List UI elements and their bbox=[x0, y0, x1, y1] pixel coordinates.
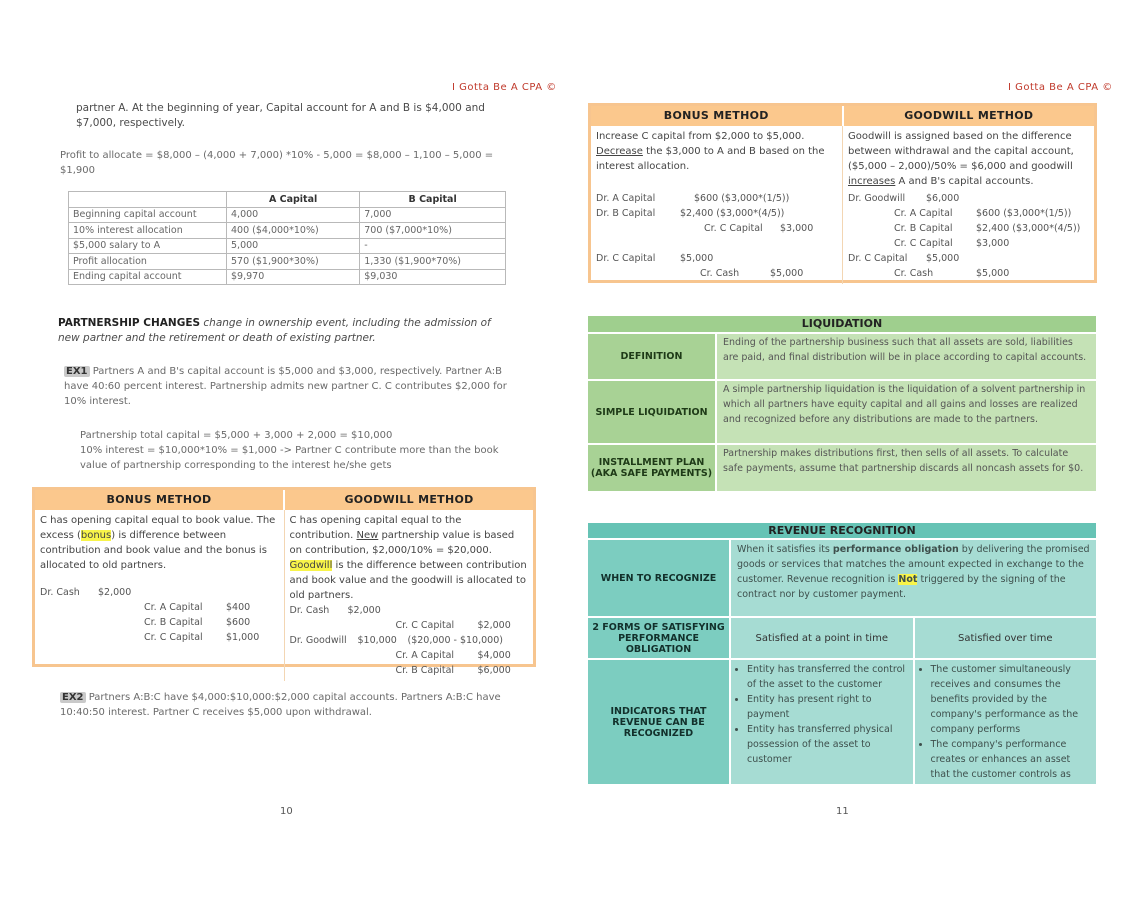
table-row bbox=[69, 254, 506, 270]
journal-line bbox=[290, 648, 529, 663]
example-badge: EX2 bbox=[62, 692, 84, 703]
journal-account: Cr. A Capital bbox=[395, 650, 455, 661]
brand-right: I Gotta Be A CPA © bbox=[1008, 82, 1113, 93]
section-title: PARTNERSHIP CHANGES bbox=[58, 317, 201, 329]
journal-amount: $400 bbox=[226, 602, 251, 613]
list-item: • The customer simultaneously receives and consumes the benefits provided by the company's performance as the company performs bbox=[931, 662, 1091, 737]
row-label: DEFINITION bbox=[588, 334, 715, 379]
row-text bbox=[731, 540, 1096, 616]
journal-line bbox=[290, 618, 529, 633]
journal-amount: $3,000 bbox=[780, 223, 814, 234]
goodwill-text: A and B's capital accounts. bbox=[895, 176, 1034, 187]
over-time-list bbox=[915, 660, 1097, 784]
table-row bbox=[69, 269, 506, 285]
page-number: 11 bbox=[836, 806, 849, 817]
journal-line bbox=[596, 251, 837, 266]
table-header-row bbox=[69, 192, 506, 208]
goodwill-underline: New bbox=[356, 530, 379, 541]
table-cell: Ending capital account bbox=[69, 269, 227, 285]
journal-amount: $600 bbox=[226, 617, 251, 628]
journal-line bbox=[290, 603, 529, 618]
journal-account: Cr. Cash bbox=[894, 268, 934, 279]
table-cell: 700 ($7,000*10%) bbox=[360, 223, 506, 239]
goodwill-text: Goodwill is assigned based on the difference between withdrawal and the capital account, ($5,000 – 2,000)/50% = $6,000 and goodwill bbox=[848, 131, 1074, 172]
journal-amount: $5,000 bbox=[770, 268, 804, 279]
journal-account: Dr. Cash bbox=[289, 605, 330, 616]
bonus-text: Increase C capital from $2,000 to $5,000. bbox=[596, 131, 805, 142]
journal-account: Cr. A Capital bbox=[144, 602, 203, 613]
goodwill-text: C has opening capital equal to the contribution. bbox=[289, 515, 462, 541]
when-text: triggered by the signing of the contract nor by customer payment. bbox=[737, 574, 1066, 600]
point-in-time-heading: Satisfied at a point in time bbox=[731, 618, 913, 658]
page-number: 10 bbox=[280, 806, 293, 817]
row-text: A simple partnership liquidation is the liquidation of a solvent partnership in which all partners have equity capital and all gains and losses are realized and recognized before any distributions are made to the partners. bbox=[717, 381, 1096, 443]
row-text: Partnership makes distributions first, then sells of all assets. To calculate safe payments, assume that partnership discards all noncash assets for $0. bbox=[717, 445, 1096, 491]
when-highlight: Not bbox=[898, 574, 918, 585]
journal-line bbox=[596, 221, 837, 236]
journal-line bbox=[40, 615, 279, 630]
journal-account: Cr. B Capital bbox=[144, 617, 203, 628]
point-in-time-list bbox=[731, 660, 913, 784]
list-item: • Entity has present right to payment bbox=[747, 692, 907, 722]
table-cell: $5,000 salary to A bbox=[69, 238, 227, 254]
journal-amount: $6,000 bbox=[477, 665, 511, 676]
table-cell: Profit allocation bbox=[69, 254, 227, 270]
row-text: Ending of the partnership business such that all assets are sold, liabilities are paid, and final distribution will be in place according to capital accounts. bbox=[717, 334, 1096, 379]
goodwill-method-heading: GOODWILL METHOD bbox=[842, 106, 1095, 126]
table-cell: 1,330 ($1,900*70%) bbox=[360, 254, 506, 270]
row-label: SIMPLE LIQUIDATION bbox=[588, 381, 715, 443]
goodwill-journal bbox=[290, 603, 529, 678]
table-cell: 5,000 bbox=[227, 238, 360, 254]
method-header bbox=[35, 490, 533, 510]
journal-line bbox=[848, 266, 1089, 281]
journal-account: Cr. C Capital bbox=[704, 223, 763, 234]
bonus-text: the $3,000 to A and B based on the interest allocation. bbox=[596, 146, 825, 172]
journal-account: Cr. B Capital bbox=[395, 665, 455, 676]
bonus-description bbox=[40, 513, 279, 573]
table-cell: 10% interest allocation bbox=[69, 223, 227, 239]
bonus-method-heading: BONUS METHOD bbox=[106, 493, 212, 506]
goodwill-column bbox=[284, 510, 534, 681]
journal-line bbox=[596, 206, 837, 221]
table-row bbox=[69, 207, 506, 223]
journal-note: ($20,000 - $10,000) bbox=[407, 635, 503, 646]
journal-account: Cr. Cash bbox=[700, 268, 740, 279]
journal-line bbox=[290, 633, 529, 648]
section-description: change in ownership event, including the admission of new partner and the retirement or death of existing partner. bbox=[58, 317, 491, 344]
table-cell: 570 ($1,900*30%) bbox=[227, 254, 360, 270]
row-label: INSTALLMENT PLAN (AKA SAFE PAYMENTS) bbox=[588, 445, 715, 491]
table-cell: 400 ($4,000*10%) bbox=[227, 223, 360, 239]
bonus-description bbox=[596, 129, 837, 191]
goodwill-underline: increases bbox=[848, 176, 896, 187]
journal-account: Cr. C Capital bbox=[395, 620, 455, 631]
table-cell: $9,970 bbox=[227, 269, 360, 285]
journal-line bbox=[848, 236, 1089, 251]
bonus-journal bbox=[40, 585, 279, 645]
table-header: B Capital bbox=[360, 192, 506, 208]
journal-amount: $2,000 bbox=[98, 587, 132, 598]
when-text: Revenue recognition is bbox=[786, 574, 899, 585]
journal-amount: $6,000 bbox=[926, 193, 960, 204]
journal-amount: $5,000 bbox=[680, 253, 714, 264]
partnership-changes bbox=[58, 316, 508, 346]
journal-line bbox=[848, 251, 1089, 266]
goodwill-text: is the difference between contribution and book value and the goodwill is allocated to old partners. bbox=[289, 560, 527, 601]
list-item: • Entity has transferred the control of the asset to the customer bbox=[747, 662, 907, 692]
bonus-method-heading: BONUS METHOD bbox=[663, 109, 769, 122]
example-2 bbox=[60, 690, 510, 720]
journal-account: Dr. A Capital bbox=[596, 193, 656, 204]
journal-account: Dr. Goodwill bbox=[289, 635, 347, 646]
capital-table bbox=[68, 191, 506, 285]
journal-account: Dr. Goodwill bbox=[848, 193, 906, 204]
journal-amount: $1,000 bbox=[226, 632, 260, 643]
brand-left: I Gotta Be A CPA © bbox=[452, 82, 557, 93]
journal-line bbox=[848, 191, 1089, 206]
journal-amount: $600 ($3,000*(1/5)) bbox=[976, 208, 1072, 219]
calc-line-2: 10% interest = $10,000*10% = $1,000 -> Partner C contribute more than the book value of partnership corresponding to the interest he/she gets bbox=[80, 445, 499, 471]
table-header bbox=[69, 192, 227, 208]
revenue-row bbox=[588, 540, 1096, 616]
example-badge: EX1 bbox=[66, 366, 88, 377]
journal-amount: $5,000 bbox=[926, 253, 960, 264]
journal-account: Cr. C Capital bbox=[894, 238, 953, 249]
goodwill-column bbox=[842, 126, 1094, 284]
journal-amount: $2,400 ($3,000*(4/5)) bbox=[976, 223, 1081, 234]
liquidation-row bbox=[588, 334, 1096, 379]
when-emphasis: performance obligation bbox=[832, 544, 959, 555]
table-cell: 7,000 bbox=[360, 207, 506, 223]
profit-formula: Profit to allocate = $8,000 – (4,000 + 7,000) *10% - 5,000 = $8,000 – 1,100 – 5,000 = $1,900 bbox=[60, 150, 494, 176]
table-header: A Capital bbox=[227, 192, 360, 208]
intro-text: partner A. At the beginning of year, Capital account for A and B is $4,000 and $7,000, respectively. bbox=[76, 102, 485, 129]
over-time-heading: Satisfied over time bbox=[915, 618, 1097, 658]
journal-line bbox=[40, 585, 279, 600]
journal-line bbox=[596, 191, 837, 206]
goodwill-highlight: Goodwill bbox=[289, 560, 333, 571]
example-1 bbox=[64, 364, 514, 409]
goodwill-description bbox=[290, 513, 529, 603]
bonus-text: ) is difference between contribution and book value and the bonus is allocated to old partners. bbox=[40, 530, 267, 571]
bonus-column bbox=[35, 510, 284, 681]
revenue-title: REVENUE RECOGNITION bbox=[588, 523, 1096, 538]
journal-amount: $10,000 bbox=[357, 635, 397, 646]
method-box-left bbox=[32, 487, 536, 676]
row-label: INDICATORS THAT REVENUE CAN BE RECOGNIZED bbox=[588, 660, 729, 784]
liquidation-row bbox=[588, 381, 1096, 443]
goodwill-journal bbox=[848, 191, 1089, 281]
journal-line bbox=[848, 221, 1089, 236]
list-item: • The company's performance creates or enhances an asset that the customer controls as bbox=[931, 737, 1091, 782]
row-label: 2 FORMS OF SATISFYING PERFORMANCE OBLIGATION bbox=[588, 618, 729, 658]
calc-line-1: Partnership total capital = $5,000 + 3,000 + 2,000 = $10,000 bbox=[80, 430, 393, 441]
bonus-highlight: bonus bbox=[80, 530, 112, 541]
goodwill-description bbox=[848, 129, 1089, 191]
method-header bbox=[591, 106, 1094, 126]
journal-account: Dr. Cash bbox=[40, 587, 80, 598]
when-text: by delivering the promised goods or services that matches the amount expected in exchange to the customer. bbox=[737, 544, 1090, 585]
journal-line bbox=[40, 630, 279, 645]
table-cell: 4,000 bbox=[227, 207, 360, 223]
journal-amount: $5,000 bbox=[976, 268, 1010, 279]
revenue-row bbox=[588, 660, 1096, 784]
method-box-right bbox=[588, 103, 1097, 283]
journal-amount: $4,000 bbox=[477, 650, 511, 661]
journal-account: Cr. C Capital bbox=[144, 632, 203, 643]
journal-amount: $2,400 ($3,000*(4/5)) bbox=[680, 208, 785, 219]
bonus-text: C has opening capital equal to book value. The excess ( bbox=[40, 515, 276, 541]
bonus-journal bbox=[596, 191, 837, 281]
example-text: Partners A and B's capital account is $5,000 and $3,000, respectively. Partner A:B have 40:60 percent interest. Partnership admits new partner C. C contributes $2,000 for 10% interest. bbox=[64, 366, 507, 407]
revenue-row bbox=[588, 618, 1096, 658]
journal-account: Dr. B Capital bbox=[596, 208, 656, 219]
journal-amount: $600 ($3,000*(1/5)) bbox=[694, 193, 790, 204]
bonus-column bbox=[591, 126, 842, 284]
goodwill-method-heading: GOODWILL METHOD bbox=[283, 490, 533, 510]
journal-line bbox=[596, 266, 837, 281]
list-item: • Entity has transferred physical possession of the asset to customer bbox=[747, 722, 907, 767]
liquidation-section bbox=[588, 316, 1096, 491]
table-cell: $9,030 bbox=[360, 269, 506, 285]
when-text: When it satisfies its bbox=[737, 544, 833, 555]
journal-amount: $2,000 bbox=[347, 605, 381, 616]
liquidation-row bbox=[588, 445, 1096, 491]
table-row bbox=[69, 238, 506, 254]
journal-line bbox=[848, 206, 1089, 221]
table-cell: - bbox=[360, 238, 506, 254]
table-row bbox=[69, 223, 506, 239]
revenue-section bbox=[588, 523, 1096, 784]
journal-account: Cr. B Capital bbox=[894, 223, 953, 234]
journal-amount: $2,000 bbox=[477, 620, 511, 631]
row-label: WHEN TO RECOGNIZE bbox=[588, 540, 729, 616]
liquidation-title: LIQUIDATION bbox=[588, 316, 1096, 332]
journal-account: Cr. A Capital bbox=[894, 208, 953, 219]
goodwill-text: partnership value is based on contribution, $2,000/10% = $20,000. bbox=[289, 530, 515, 556]
example-text: Partners A:B:C have $4,000:$10,000:$2,000 capital accounts. Partners A:B:C have 10:40:50 interest. Partner C receives $5,000 upon withdrawal. bbox=[60, 692, 501, 718]
journal-line bbox=[290, 663, 529, 678]
journal-account: Dr. C Capital bbox=[848, 253, 908, 264]
journal-amount: $3,000 bbox=[976, 238, 1010, 249]
table-cell: Beginning capital account bbox=[69, 207, 227, 223]
journal-line bbox=[40, 600, 279, 615]
journal-account: Dr. C Capital bbox=[596, 253, 656, 264]
bonus-underline: Decrease bbox=[596, 146, 643, 157]
